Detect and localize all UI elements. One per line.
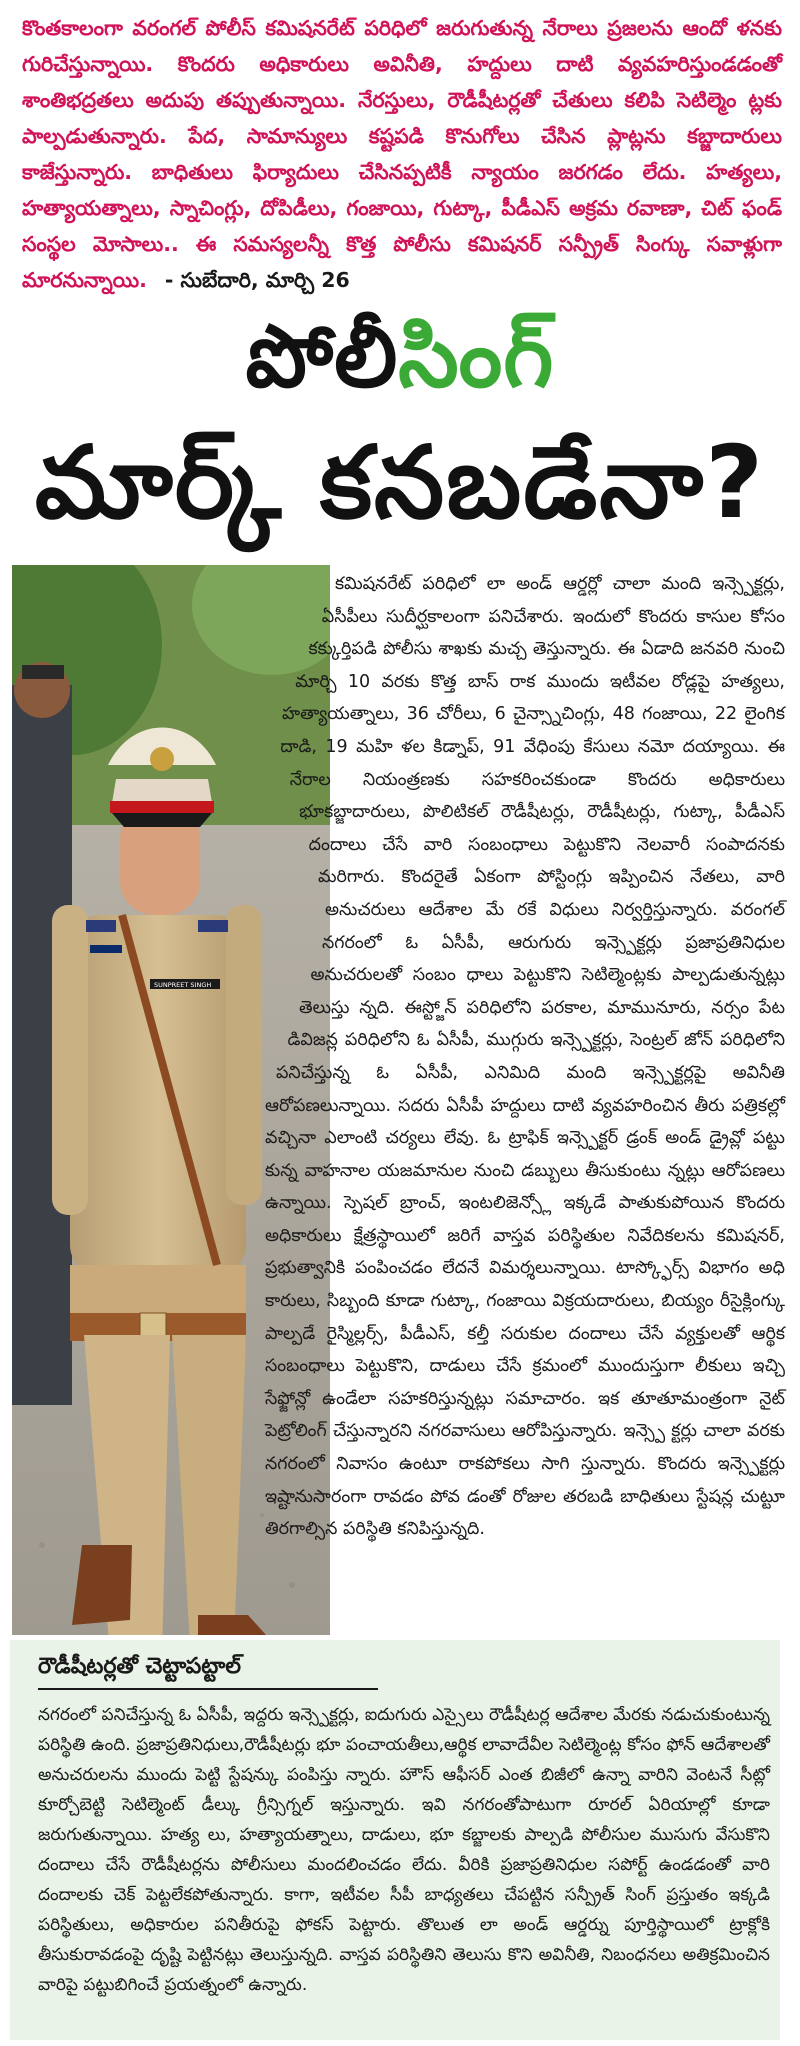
headline-line1: [0, 302, 800, 412]
sidebar-body: నగరంలో పనిచేస్తున్న ఓ ఏసీపీ, ఇద్దరు ఇన్స్పెక్టర్లు, ఐదుగురు ఎస్సైలు రౌడీషీటర్ల ఆదేశాల మేరకు నడుచుకుంటున్న పరిస్థితి ఉంది. ప్రజాప్రతినిధులు,రౌడీషీటర్లు భూ పంచాయతీలు,ఆర్థిక లావాదేవీల సెటిల్మెంట్ల కోసం ఫోన్ ఆదేశాలతో అనుచరులను ముందు పెట్టి స్టేషన్కు పంపిస్తు న్నారు. హౌస్ ఆఫీసర్ ఎంత బిజీలో ఉన్నా వారిని వెంటనే సీట్లో కూర్చోబెట్టి సెటిల్మెంట్ డీల్కు గ్రీన్సిగ్నల్ ఇస్తున్నారు. ఇవి నగరంతోపాటుగా రూరల్ ఏరియాల్లో కూడా జరుగుతున్నాయి. హత్య లు, హత్యాయత్నాలు, దాడులు, భూ కబ్జాలకు పాల్పడి పోలీసుల ముసుగు వేసుకొని దందాలు చేసే రౌడీషీటర్లను పోలీసులు మందలించడం లేదు. వీరికి ప్రజాప్రతినిధుల సపోర్ట్ ఉండడంతో వారి దందాలకు చెక్ పెట్టలేకపోతున్నారు. కాగా, ఇటీవల సీపీ బాధ్యతలు చేపట్టిన సన్ప్రీత్ సింగ్ ప్రస్తుతం ఇక్కడి పరిస్థితులు, అధికారుల పనితీరుపై ఫోకస్ పెట్టారు. తొలుత లా అండ్ ఆర్డర్ను పూర్తిస్థాయిలో ట్రాక్లోకి తీసుకురావడంపై దృష్టి పెట్టినట్లు తెలుస్తున్నది. వాస్తవ పరిస్థితిని తెలుసు కొని అవినీతి, నిబంధనలు అతిక్రమించిన వారిపై పట్టుబిగించే ప్రయత్నంలో ఉన్నారు.: [38, 1705, 770, 1995]
headline-part-black: పోలీ: [245, 307, 399, 407]
sidebar-title-rule: [38, 1688, 378, 1690]
intro-paragraph: [22, 10, 782, 298]
sidebar-box: [10, 1640, 780, 2040]
headline-line2: మార్క్ కనబడేనా?: [34, 424, 766, 541]
dateline: - సుబేదారి, మార్చి 26: [164, 268, 350, 292]
headline-part-green: సింగ్: [398, 307, 555, 407]
article-body-text: కమిషనరేట్ పరిధిలో లా అండ్ ఆర్డర్లో చాలా మంది ఇన్స్పెక్టర్లు, ఏసీపీలు సుదీర్ఘకాలంగా పనిచేశారు. ఇందులో కొందరు కాసుల కోసం కక్కుర్తిపడి పోలీసు శాఖకు మచ్చ తెస్తున్నారు. ఈ ఏడాది జనవరి నుంచి మార్చి 10 వరకు కొత్త బాస్ రాక ముందు ఇటీవల రోడ్లపై హత్యలు, హత్యాయత్నాలు, 36 చోరీలు, 6 చైన్స్నాచింగ్లు, 48 గంజాయి, 22 లైంగిక దాడి, 19 మహి ళల కిడ్నాప్, 91 వేధింపు కేసులు నమో దయ్యాయి. ఈ నేరాల నియంత్రణకు సహకరించకుండా కొందరు అధికారులు భూకబ్జాదారులు, పొలిటికల్ రౌడీషీటర్లు, రౌడీషీటర్లు, గుట్కా, పీడీఎస్ దందాలు చేసే వారి సంబంధాలు పెట్టుకొని నెలవారీ సంపాదనకు మరిగారు. కొందరైతే ఏకంగా పోస్టింగ్లు ఇప్పించిన నేతలు, వారి అనుచరులు ఆదేశాల మే రకే విధులు నిర్వర్తిస్తున్నారు. వరంగల్ నగరంలో ఓ ఏసీపీ, ఆరుగురు ఇన్స్పెక్టర్లు ప్రజాప్రతినిధుల అనుచరులతో సంబం ధాలు పెట్టుకొని సెటిల్మెంట్లకు పాల్పడుతున్నట్లు తెలుస్తు న్నది. ఈస్ట్జోన్ పరిధిలోని పరకాల, మామునూరు, నర్సం పేట డివిజన్ల పరిధిలోని ఓ ఏసీపీ, ముగ్గురు ఇన్స్పెక్టర్లు, సెంట్రల్ జోన్ పరిధిలోని పనిచేస్తున్న ఓ ఏసీపీ, ఎనిమిది మంది ఇన్స్పెక్టర్లపై అవినీతి ఆరోపణలున్నాయి. సదరు ఏసీపీ హద్దులు దాటి వ్యవహరించిన తీరు పత్రికల్లో వచ్చినా ఎలాంటి చర్యలు లేవు. ఓ ట్రాఫిక్ ఇన్స్పెక్టర్ డ్రంక్ అండ్ డ్రైవ్లో పట్టు కున్న వాహనాల యజమానుల నుంచి డబ్బులు తీసుకుంటు న్నట్లు ఆరోపణలు ఉన్నాయి. స్పెషల్ బ్రాంచ్, ఇంటలిజెన్స్లో ఇక్కడే పాతుకుపోయిన కొందరు అధికారులు క్షేత్రస్థాయిలో జరిగే వాస్తవ పరిస్థితుల నివేదికలను కమిషనర్, ప్రభుత్వానికి పంపించడం లేదనే విమర్శలున్నాయి. టాస్క్ఫోర్స్ విభాగం అధి కారులు, సిబ్బంది కూడా గుట్కా, గంజాయి విక్రయదారులు, బియ్యం రీసైక్లింగ్కు పాల్పడే రైస్మిల్లర్స్, పీడీఎస్, కల్తీ సరుకుల దందాలు చేసే వ్యక్తులతో ఆర్థిక సంబంధాలు పెట్టుకొని, దాడులు చేసే క్రమంలో ముందుస్తుగా లీకులు ఇచ్చి సేఫ్జోన్లో ఉండేలా సహకరిస్తున్నట్లు సమాచారం. ఇక తూతూమంత్రంగా నైట్ పెట్రోలింగ్ చేస్తున్నారని నగరవాసులు ఆరోపిస్తున్నారు. ఇన్స్పె క్టర్లు చాలా వరకు నగరంలో నివాసం ఉంటూ రాకపోకలు సాగి స్తున్నారు. కొందరు ఇన్స్పెక్టర్లు ఇష్టానుసారంగా రావడం పోవ డంతో రోజుల తరబడి బాధితులు స్టేషన్ల చుట్టూ తిరగాల్సిన పరిస్థితి కనిపిస్తున్నది.: [265, 574, 785, 1540]
headline: [0, 300, 800, 555]
article-body: [265, 568, 785, 1628]
intro-text: కొంతకాలంగా వరంగల్ పోలీస్ కమిషనరేట్ పరిధిలో జరుగుతున్న నేరాలు ప్రజలను ఆందో ళనకు గురిచేస్తున్నాయి. కొందరు అధికారులు అవినీతి, హద్దులు దాటి వ్యవహరిస్తుండడంతో శాంతిభద్రతలు అదుపు తప్పుతున్నాయి. నేరస్తులు, రౌడీషీటర్లతో చేతులు కలిపి సెటిల్మెం ట్లకు పాల్పడుతున్నారు. పేద, సామాన్యులు కష్టపడి కొనుగోలు చేసిన ప్లాట్లను కబ్జాదారులు కాజేస్తున్నారు. బాధితులు ఫిర్యాదులు చేసినప్పటికీ న్యాయం జరగడం లేదు. హత్యలు, హత్యాయత్నాలు, స్నాచింగ్లు, దోపిడీలు, గంజాయి, గుట్కా, పీడీఎస్ అక్రమ రవాణా, చిట్ ఫండ్ సంస్థల మోసాలు.. ఈ సమస్యలన్నీ కొత్త పోలీసు కమిషనర్ సన్ప్రీత్ సింగ్కు సవాళ్లుగా మారనున్నాయి.: [22, 16, 782, 292]
sidebar-title: రౌడీషీటర్లతో చెట్టాపట్టాల్: [38, 1654, 241, 1679]
intro-block: [22, 10, 782, 300]
name-badge: SUNPREET SINGH: [154, 981, 212, 989]
